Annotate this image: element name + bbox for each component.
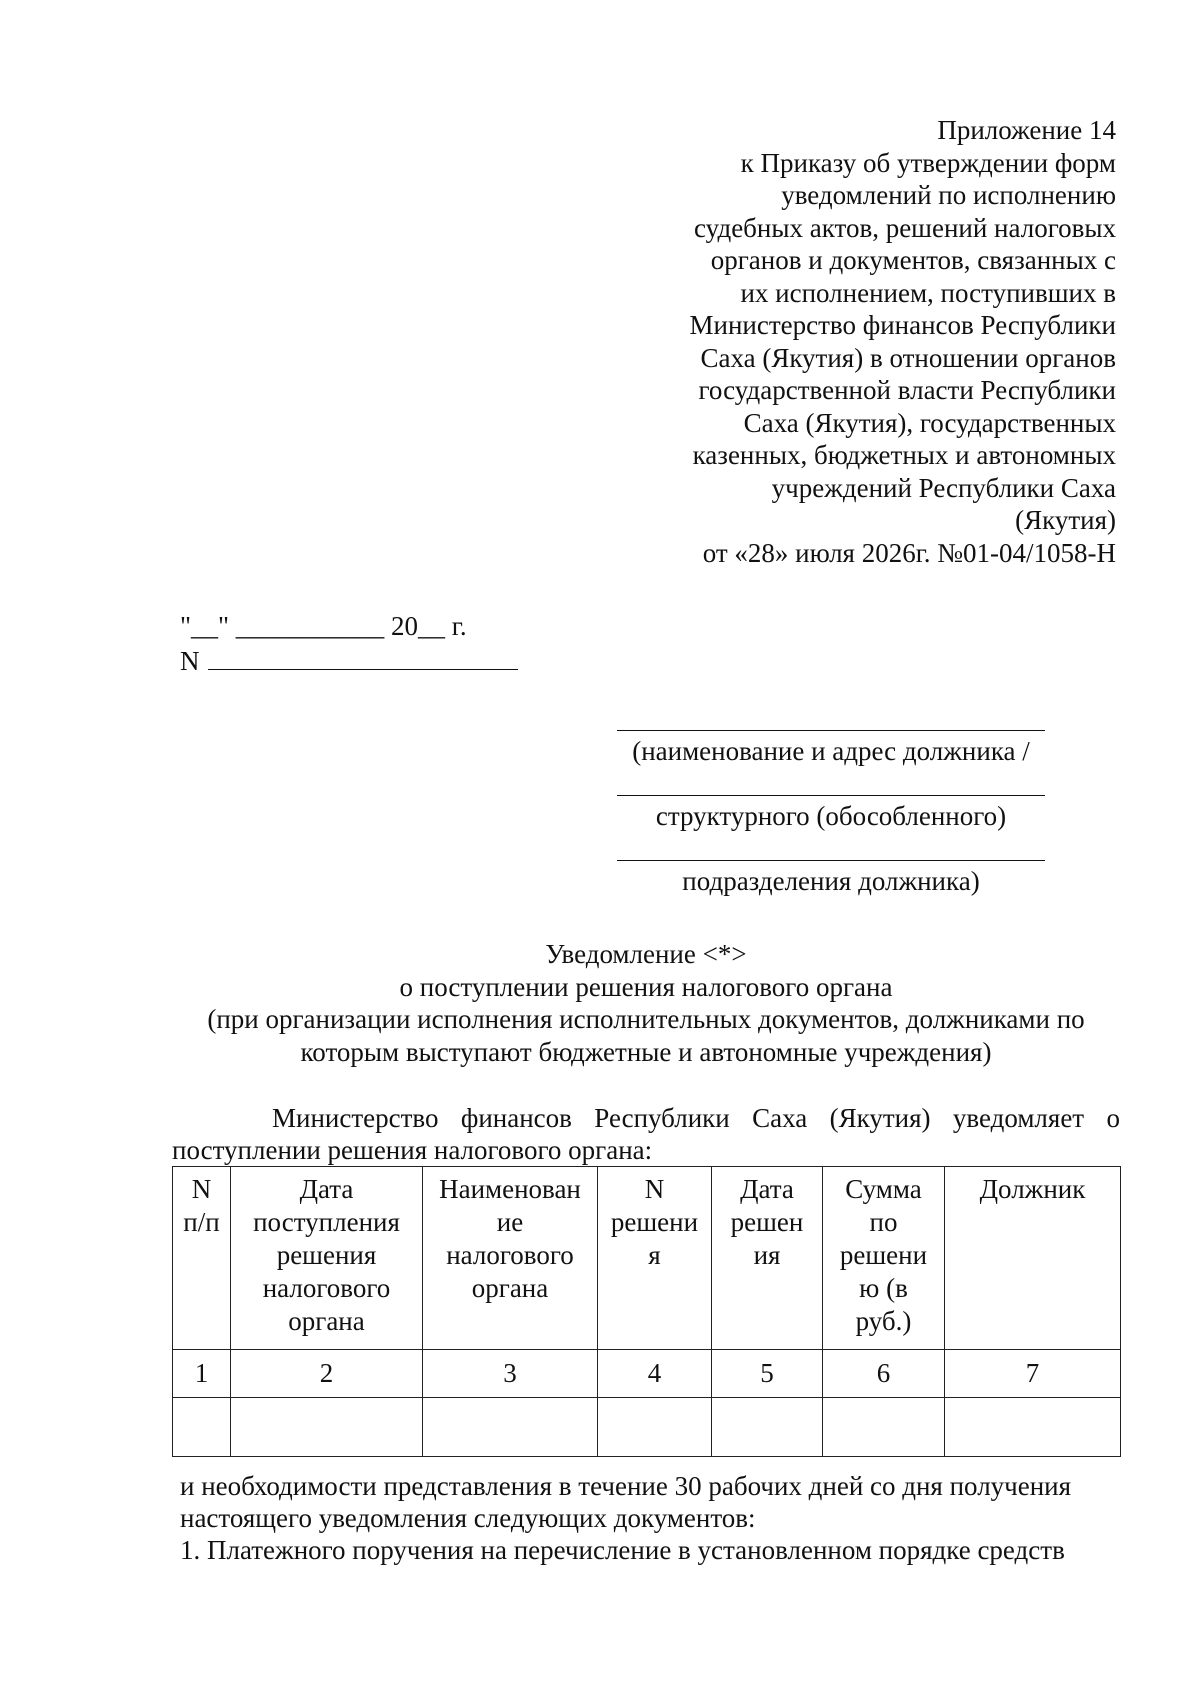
addressee-line-1 [617, 730, 1045, 767]
appendix-line: государственной власти Республики [698, 375, 1116, 405]
header-cell-decision-number: N решени я [598, 1167, 712, 1350]
column-number-cell: 2 [231, 1350, 423, 1398]
notice-title-line: которым выступают бюджетные и автономные учреждения) [300, 1036, 992, 1067]
table-row [173, 1398, 1121, 1457]
notice-title-line: о поступлении решения налогового органа [399, 971, 893, 1002]
addressee-line-3 [617, 860, 1045, 897]
appendix-line: их исполнением, поступивших в [740, 277, 1116, 308]
header-cell-decision-date: Дата решен ия [712, 1167, 823, 1350]
intro-paragraph [172, 1102, 1120, 1166]
header-cell-debtor: Должник [945, 1167, 1121, 1350]
after-line: 1. Платежного поручения на перечисление в установленном порядке средств [180, 1535, 1065, 1565]
appendix-line: органов и документов, связанных с [710, 245, 1116, 275]
addressee-caption: подразделения должника) [682, 866, 980, 896]
table-cell [598, 1398, 712, 1457]
appendix-line: к Приказу об утверждении форм [740, 147, 1116, 178]
after-line: настоящего уведомления следующих документов: [180, 1503, 756, 1533]
column-number-cell: 4 [598, 1350, 712, 1398]
after-line: и необходимости представления в течение 30 рабочих дней со дня получения [180, 1471, 1072, 1501]
notice-title-line: (при организации исполнения исполнительных документов, должниками по [207, 1004, 1085, 1034]
notice-title-line: Уведомление <*> [545, 939, 747, 969]
number-label: N [180, 646, 200, 676]
table-cell [712, 1398, 823, 1457]
column-number-cell: 3 [423, 1350, 598, 1398]
table-cell [945, 1398, 1121, 1457]
table-cell [173, 1398, 231, 1457]
table-header-row [173, 1167, 1121, 1350]
after-table-text [180, 1470, 1120, 1566]
header-cell-receipt-date: Дата поступления решения налогового органа [231, 1167, 423, 1350]
column-number-cell: 5 [712, 1350, 823, 1398]
header-cell-amount: Сумма по решени ю (в руб.) [823, 1167, 945, 1350]
appendix-line: (Якутия) [1015, 505, 1116, 535]
notice-title [172, 938, 1120, 1068]
column-number-cell: 6 [823, 1350, 945, 1398]
intro-line: Министерство финансов Республики Саха (Якутия) уведомляет о [272, 1103, 1120, 1133]
appendix-line: от «28» июля 2026г. №01-04/1058-Н [702, 537, 1116, 568]
column-number-cell: 7 [945, 1350, 1121, 1398]
header-cell-index: N п/п [173, 1167, 231, 1350]
appendix-line: учреждений Республики Саха [771, 472, 1116, 503]
number-underline [208, 645, 518, 670]
appendix-line: Приложение 14 [937, 115, 1116, 145]
intro-line: поступлении решения налогового органа: [172, 1135, 653, 1165]
date-field: "__" ___________ 20__ г. [180, 611, 467, 641]
decision-table [172, 1166, 1121, 1457]
number-field [180, 645, 518, 677]
column-number-cell: 1 [173, 1350, 231, 1398]
addressee-line-2 [617, 795, 1045, 832]
appendix-line: казенных, бюджетных и автономных [692, 440, 1116, 470]
appendix-line: Саха (Якутия), государственных [743, 407, 1116, 438]
table-cell [423, 1398, 598, 1457]
addressee-caption: структурного (обособленного) [655, 801, 1007, 831]
table-number-row [173, 1350, 1121, 1398]
table-cell [823, 1398, 945, 1457]
addressee-caption: (наименование и адрес должника / [632, 736, 1030, 766]
appendix-line: Саха (Якутия) в отношении органов [700, 342, 1116, 373]
appendix-line: судебных актов, решений налоговых [694, 212, 1116, 243]
table-cell [231, 1398, 423, 1457]
appendix-block [640, 114, 1116, 569]
appendix-line: Министерство финансов Республики [689, 310, 1116, 340]
header-cell-tax-authority: Наименован ие налогового органа [423, 1167, 598, 1350]
appendix-line: уведомлений по исполнению [781, 180, 1116, 210]
